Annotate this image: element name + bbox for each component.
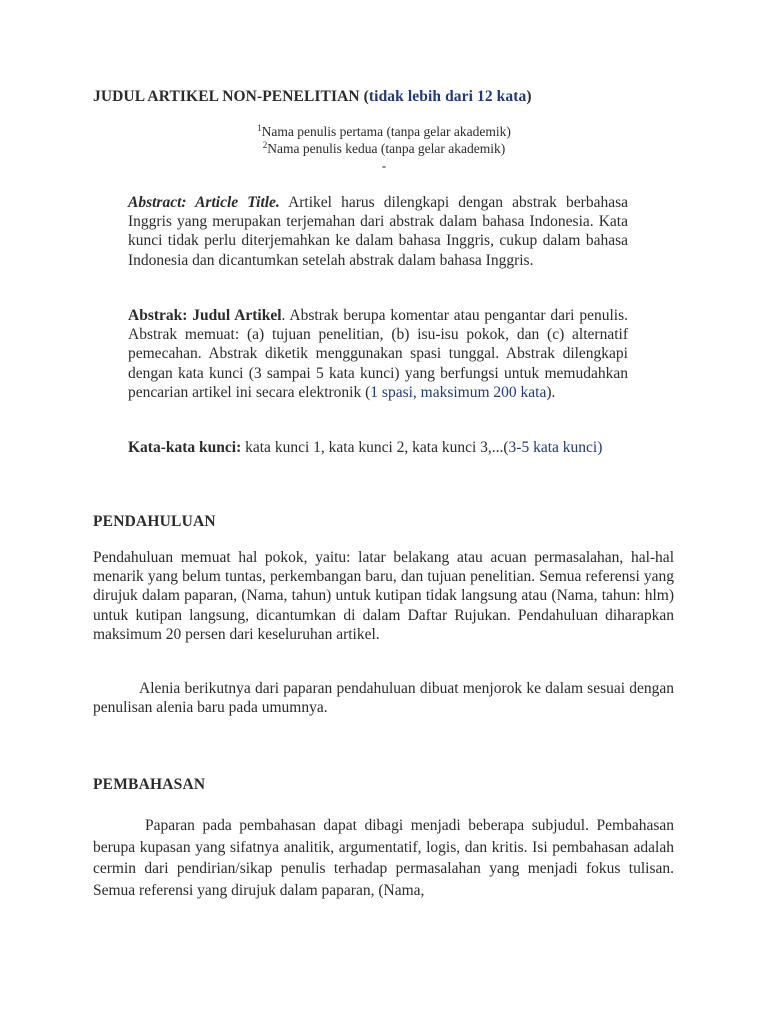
author-1 [0,123,768,140]
abstract-indonesian-label: Abstrak: Judul Artikel [128,307,282,324]
author-1-name: Nama penulis pertama (tanpa gelar akademik) [261,124,511,139]
author-list [0,123,768,174]
abstract-english-body: Artikel harus dilengkapi dengan abstrak berbahasa Inggris yang merupakan terjemahan dari abstrak dalam bahasa Indonesia. Kata kunci tidak perlu diterjemahkan ke dalam bahasa Inggris, cukup dalam bahasa Indonesia dan dicantumkan setelah abstrak dalam bahasa Inggris. [128,194,628,269]
pendahuluan-paragraph-2: Alenia berikutnya dari paparan pendahuluan dibuat menjorok ke dalam sesuai dengan penulisan alenia baru pada umumnya. [93,680,674,717]
abstract-indonesian [128,306,628,402]
author-2-name: Nama penulis kedua (tanpa gelar akademik) [267,141,506,156]
keywords-close: ) [597,439,603,456]
abstract-indonesian-note: 1 spasi, maksimum 200 kata [370,383,547,401]
keywords-label: Kata-kata kunci: [128,439,242,456]
author-1-number: 1 [257,123,262,133]
keywords [128,438,628,457]
pembahasan-paragraph-1: Paparan pada pembahasan dapat dibagi menjadi beberapa subjudul. Pembahasan berupa kupasan yang sifatnya analitik, argumentatif, logis, dan kritis. Isi pembahasan adalah cermin dari pendirian/sikap penulis terhadap permasalahan yang menjadi fokus tulisan. Semua referensi yang dirujuk dalam paparan, (Nama, [93,817,674,899]
abstract-english [128,193,628,270]
author-2-number: 2 [262,140,268,150]
title-close: ) [526,88,532,105]
pendahuluan-paragraph-1: Pendahuluan memuat hal pokok, yaitu: latar belakang atau acuan permasalahan, hal-hal menarik yang belum tuntas, perkembangan baru, dan tujuan penelitian. Semua referensi yang dirujuk dalam paparan, (Nama, tahun) untuk kutipan tidak langsung atau (Nama, tahun: hlm) untuk kutipan langsung, dicantumkan di dalam Daftar Rujukan. Pendahuluan diharapkan maksimum 20 persen dari keseluruhan artikel. [93,549,674,643]
title-length-note: tidak lebih dari 12 kata [368,88,527,105]
abstract-indonesian-body: . Abstrak berupa komentar atau pengantar dari penulis. Abstrak memuat: (a) tujuan penelitian, (b) isu-isu pokok, dan (c) alternatif pemecahan. Abstrak diketik menggunakan spasi tunggal. Abstrak dilengkapi dengan kata kunci (3 sampai 5 kata kunci) yang berfungsi untuk memudahkan pencarian artikel ini secara elektronik ( [128,307,628,401]
abstract-indonesian-close: ). [546,383,556,401]
article-title [93,88,532,106]
author-separator: - [381,158,387,173]
section-heading-pembahasan: PEMBAHASAN [93,776,206,793]
keywords-body: kata kunci 1, kata kunci 2, kata kunci 3,...( [241,439,509,456]
author-2 [0,140,768,157]
keywords-note: 3-5 kata kunci [508,439,598,456]
abstract-english-label: Abstract: Article Title. [128,194,280,211]
section-heading-pendahuluan: PENDAHULUAN [93,513,216,530]
title-main: JUDUL ARTIKEL NON-PENELITIAN ( [93,88,369,105]
